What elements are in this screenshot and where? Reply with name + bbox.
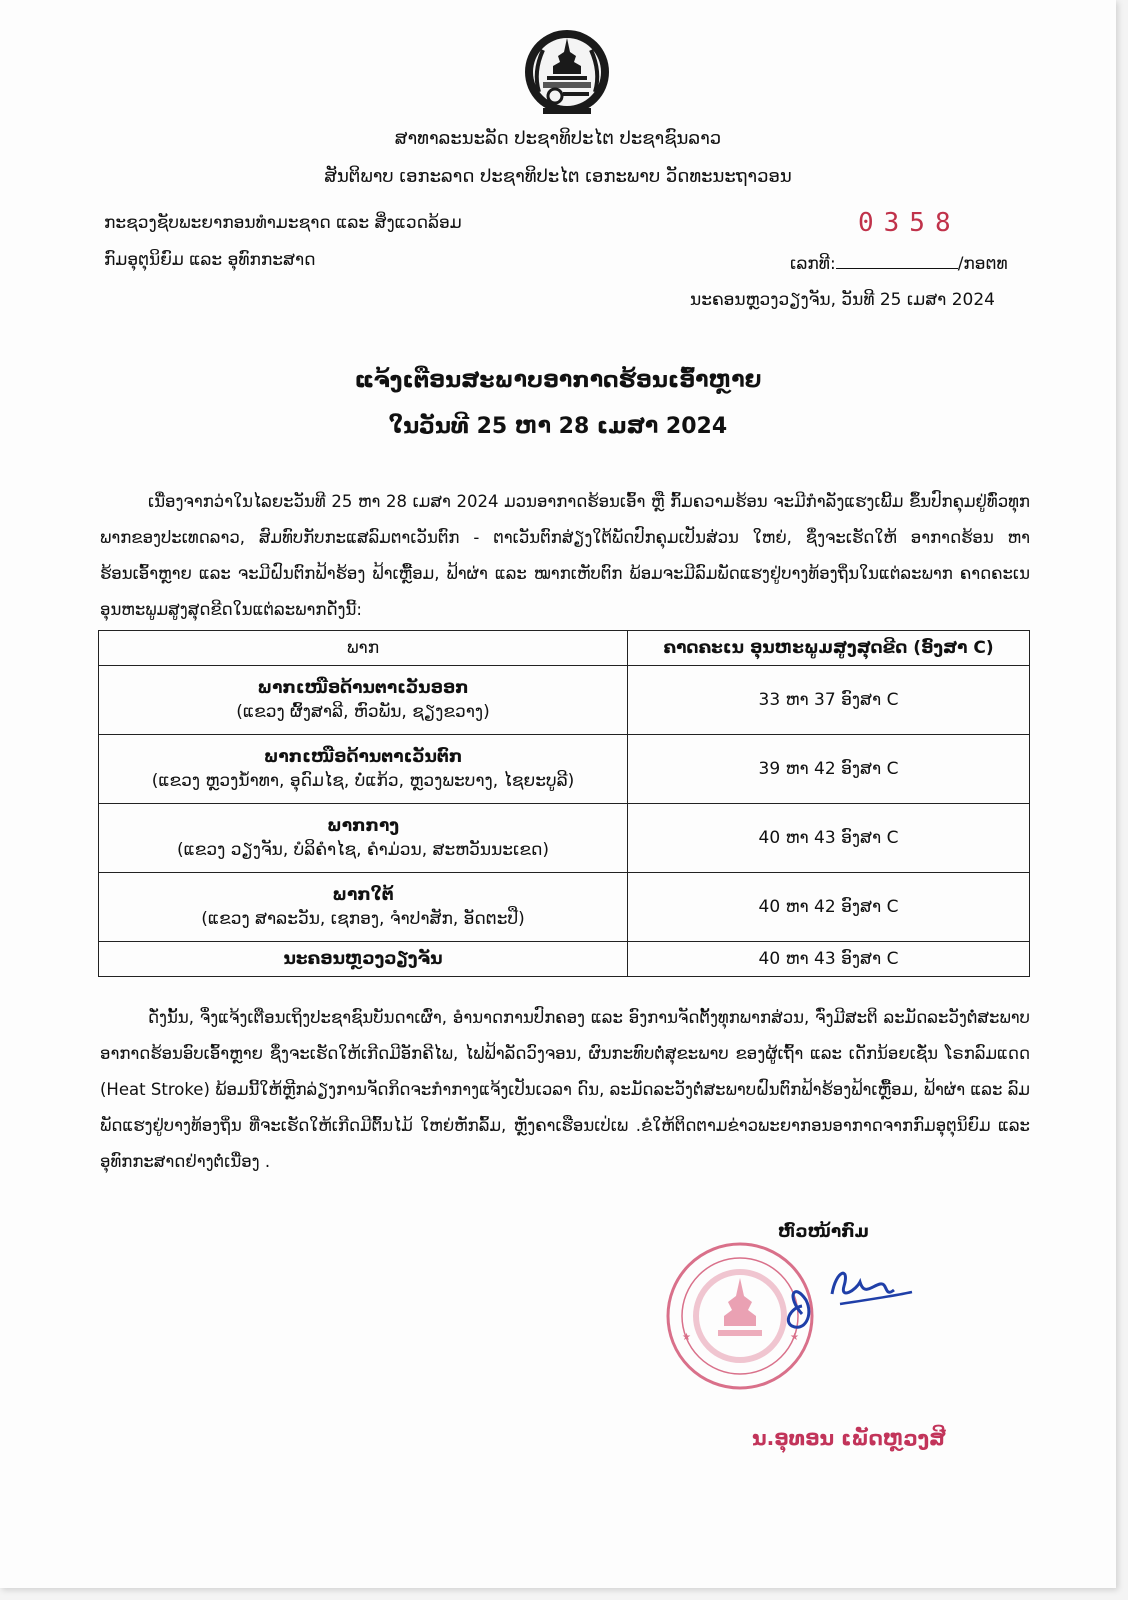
national-emblem [521, 22, 613, 122]
region-name: ພາກເໜືອດ້ານຕາເວັນອອກ [257, 678, 469, 698]
svg-text:★: ★ [790, 1332, 799, 1343]
advisory-paragraph: ດັ່ງນັ້ນ, ຈຶ່ງແຈ້ງເຕືອນເຖິງປະຊາຊົນບັນດາເຜົ່າ, ອຳນາດການປົກຄອງ ແລະ ອົງການຈັດຕັ້ງທຸກພາກສ່ວນ, ຈົ່ງມີສະຕິ ລະມັດລະວັງຕໍ່ສະພາບອາກາດຮ້ອນອົບເອົ້າຫຼາຍ ຊຶ່ງຈະເຮັດໃຫ້ເກີດມີອັກຄີໄພ, ໄຟຟ້າລັດວົງຈອນ, ຜົນກະທົບຕໍ່ສຸຂະພາບ ຂອງຜູ້ເຖົ້າ ແລະ ເດັກນ້ອຍເຊັ່ນ ໂຣກລົມແດດ (Heat Stroke) ພ້ອມນີ້ໃຫ້ຫຼີກລ່ຽງການຈັດກິດຈະກຳກາງແຈ້ງເປັນເວລາ ດົນ, ລະມັດລະວັງຕໍ່ສະພາບຝົນຕົກຟ້າຮ້ອງຟ້າເຫຼື້ອມ, ຟ້າຜ່າ ແລະ ລົມພັດແຮງຢູ່ບາງທ້ອງຖິ່ນ ທີ່ຈະເຮັດໃຫ້ເກີດມີຕົ້ນໄມ້ ໃຫຍ່ຫັກລົ້ມ, ຫຼັງຄາເຮືອນເປ່ເພ .ຂໍໃຫ້ຕິດຕາມຂ່າວພະຍາກອນອາກາດຈາກກົມອຸຕຸນິຍົມ ແລະ ອຸທົກກະສາດຢ່າງຕໍ່ເນື່ອງ . [100, 1008, 1030, 1171]
reference-label: ເລກທີ: [790, 254, 836, 274]
temperature-cell: 40 ຫາ 43 ອົງສາ C [628, 804, 1030, 873]
temperature-cell: 39 ຫາ 42 ອົງສາ C [628, 735, 1030, 804]
region-provinces: (ແຂວງ ຫຼວງນ້ຳທາ, ອຸດົມໄຊ, ບໍ່ແກ້ວ, ຫຼວງພະບາງ, ໄຊຍະບູລີ) [151, 771, 575, 791]
reference-blank [836, 252, 958, 269]
table-row [99, 666, 1030, 735]
intro-paragraph: ເນື່ອງຈາກວ່າໃນໄລຍະວັນທີ 25 ຫາ 28 ເມສາ 2024 ມວນອາກາດຮ້ອນເອົ້າ ຫຼື ກົ້ມຄວາມຮ້ອນ ຈະມີກຳລັງແຮງເພີ້ມ ຂຶ້ນປົກຄຸມຢູ່ທົ່ວທຸກພາກຂອງປະເທດລາວ, ສົມທົບກັບກະແສລົມຕາເວັນຕົກ - ຕາເວັນຕົກສ່ຽງໃຕ້ພັດປົກຄຸມເປັນສ່ວນ ໃຫຍ່, ຊຶ່ງຈະເຮັດໃຫ້ ອາກາດຮ້ອນ ຫາ ຮ້ອນເອົ້າຫຼາຍ ແລະ ຈະມີຝົນຕົກຟ້າຮ້ອງ ຟ້າເຫຼື້ອມ, ຟ້າຜ່າ ແລະ ໝາກເຫັບຕົກ ພ້ອມຈະມີລົມພັດແຮງຢູ່ບາງທ້ອງຖິ່ນໃນແຕ່ລະພາກ ຄາດຄະເນອຸນຫະພູມສູງສຸດຂີດໃນແຕ່ລະພາກດັ່ງນີ້: [100, 492, 1030, 619]
table-row [99, 735, 1030, 804]
region-name: ນະຄອນຫຼວງວຽງຈັນ [283, 949, 443, 969]
temperature-cell: 40 ຫາ 43 ອົງສາ C [628, 942, 1030, 977]
region-name: ພາກເໜືອດ້ານຕາເວັນຕົກ [263, 747, 463, 767]
national-motto: ສັນຕິພາບ ເອກະລາດ ປະຊາທິປະໄຕ ເອກະພາບ ວັດທະນະຖາວອນ [324, 166, 792, 187]
table-row [99, 804, 1030, 873]
republic-name: ສາທາລະນະລັດ ປະຊາທິປະໄຕ ປະຊາຊົນລາວ [394, 128, 722, 149]
region-provinces: (ແຂວງ ວຽງຈັນ, ບໍລິຄຳໄຊ, ຄຳມ່ວນ, ສະຫວັນນະເຂດ) [176, 840, 550, 860]
notice-title: ແຈ້ງເຕືອນສະພາບອາກາດຮ້ອນເອົ້າຫຼາຍ [354, 368, 762, 393]
reference-line [790, 252, 1008, 274]
table-row [99, 942, 1030, 977]
temperature-cell: 40 ຫາ 42 ອົງສາ C [628, 873, 1030, 942]
ministry-name: ກະຊວງຊັບພະຍາກອນທຳມະຊາດ ແລະ ສິ່ງແວດລ້ອມ [104, 213, 462, 233]
region-cell [99, 873, 628, 942]
temperature-cell: 33 ຫາ 37 ອົງສາ C [628, 666, 1030, 735]
region-cell [99, 804, 628, 873]
signatory-name: ນ.ອຸທອນ ເພັດຫຼວງສີ [752, 1426, 946, 1450]
handwritten-signature [776, 1256, 916, 1346]
document-number: 0358 [858, 208, 961, 238]
header-temperature: ຄາດຄະເນ ອຸນຫະພູມສູງສຸດຂີດ (ອົງສາ C) [628, 631, 1030, 666]
region-provinces: (ແຂວງ ສາລະວັນ, ເຊກອງ, ຈຳປາສັກ, ອັດຕະປື) [201, 909, 525, 929]
region-provinces: (ແຂວງ ຜົ້ງສາລີ, ຫົວພັນ, ຊຽງຂວາງ) [236, 702, 490, 722]
region-name: ພາກກາງ [327, 816, 399, 836]
temperature-table [98, 630, 1030, 977]
signatory-title: ຫົວໜ້າກົມ [778, 1222, 869, 1242]
region-cell [99, 735, 628, 804]
svg-text:★: ★ [682, 1332, 691, 1343]
reference-suffix: /ກອຕທ [957, 254, 1008, 274]
region-cell [99, 666, 628, 735]
issue-date: ນະຄອນຫຼວງວຽງຈັນ, ວັນທີ 25 ເມສາ 2024 [690, 290, 995, 310]
table-header-row [99, 631, 1030, 666]
department-name: ກົມອຸຕຸນິຍົມ ແລະ ອຸທົກກະສາດ [104, 250, 316, 270]
region-cell [99, 942, 628, 977]
notice-subtitle: ໃນວັນທີ 25 ຫາ 28 ເມສາ 2024 [388, 414, 728, 439]
header-region: ພາກ [99, 631, 628, 666]
table-row [99, 873, 1030, 942]
region-name: ພາກໃຕ້ [332, 885, 394, 905]
